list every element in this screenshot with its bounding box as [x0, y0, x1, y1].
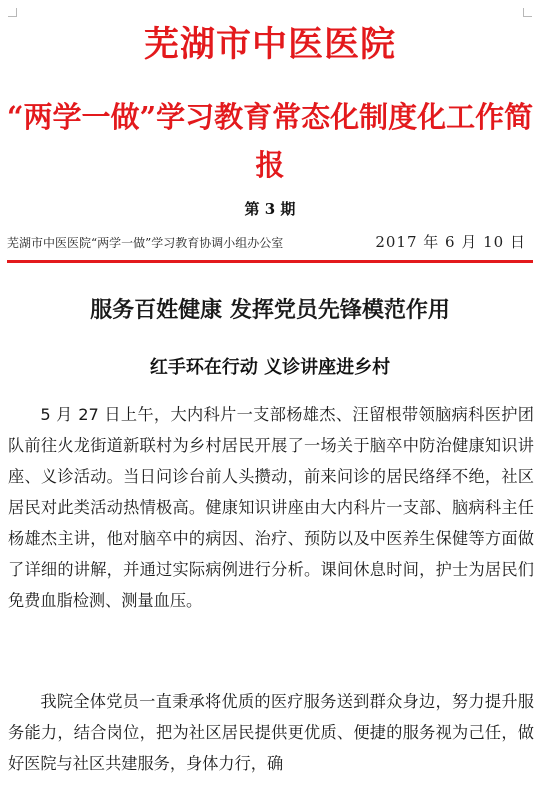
- masthead-title-bulletin: “两学一做”学习教育常态化制度化工作简报: [6, 100, 534, 182]
- issue-date: 2017 年 6 月 10 日: [375, 233, 526, 251]
- masthead-title-hospital: 芜湖市中医医院: [143, 24, 396, 65]
- article-paragraph-1: 5 月 27 日上午，大内科片一支部杨雄杰、汪留根带领脑病科医护团队前往火龙街道新联村为乡村居民开展了一场关于脑卒中防治健康知识讲座、义诊活动。当日问诊台前人头攒动，前来问诊的居民络绎不绝，社区居民对此类活动热情极高。健康知识讲座由大内科片一支部、脑病科主任杨雄杰主讲，他对脑卒中的病因、治疗、预防以及中医养生保健等方面做了详细的讲解，并通过实际病例进行分析。课间休息时间，护士为居民们免费血脂检测、测量血压。: [8, 405, 534, 610]
- article-paragraph-2: 我院全体党员一直秉承将优质的医疗服务送到群众身边，努力提升服务能力，结合岗位，把为社区居民提供更优质、便捷的服务视为己任，做好医院与社区共建服务，身体力行，确: [8, 692, 534, 773]
- masthead-red-rule: [7, 260, 533, 263]
- article-headline: 服务百姓健康 发挥党员先锋模范作用: [90, 298, 450, 323]
- issue-number: 第 3 期: [244, 200, 296, 218]
- issuer-name: 芜湖市中医医院“两学一做”学习教育协调小组办公室: [7, 236, 284, 250]
- crop-mark-top-right: [523, 8, 532, 17]
- crop-mark-top-left: [8, 8, 17, 17]
- article-subheadline: 红手环在行动 义诊讲座进乡村: [149, 357, 391, 378]
- issuer-row: [7, 232, 526, 254]
